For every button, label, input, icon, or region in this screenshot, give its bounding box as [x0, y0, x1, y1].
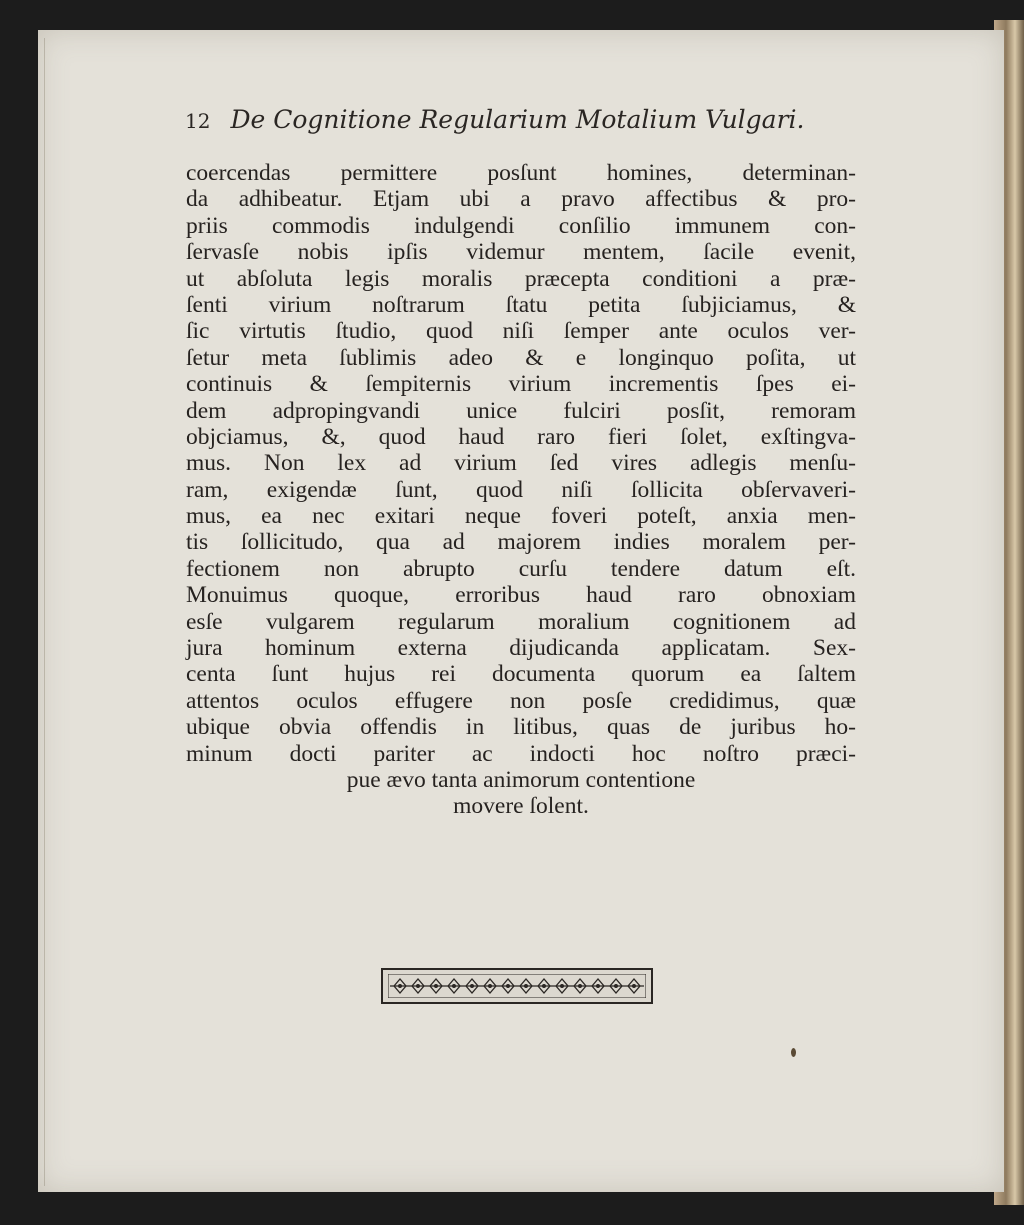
- page-number: 12: [185, 109, 211, 133]
- text-line: fectionem non abrupto curſu tendere datum eſt.: [186, 555, 856, 582]
- text-line: ubique obvia offendis in litibus, quas de juribus ho-: [186, 714, 856, 741]
- text-line: continuis & ſempiternis virium incrementis ſpes ei-: [186, 371, 856, 398]
- text-line: minum docti pariter ac indocti hoc noſtro præci-: [186, 740, 856, 767]
- ink-fleck: [791, 1048, 796, 1057]
- text-line: ſenti virium noſtrarum ſtatu petita ſubjiciamus, &: [186, 291, 856, 318]
- text-line: mus. Non lex ad virium ſed vires adlegis menſu-: [186, 450, 856, 477]
- text-line: da adhibeatur. Etjam ubi a pravo affectibus & pro-: [186, 186, 856, 213]
- text-line: attentos oculos effugere non posſe credidimus, quæ: [186, 687, 856, 714]
- running-title: De Cognitione Regularium Motalium Vulgari.: [230, 105, 805, 134]
- text-line: ſervasſe nobis ipſis videmur mentem, ſacile evenit,: [186, 239, 856, 266]
- text-line: centa ſunt hujus rei documenta quorum ea ſaltem: [186, 661, 856, 688]
- text-line: mus, ea nec exitari neque foveri poteſt, anxia men-: [186, 503, 856, 530]
- closing-line: movere ſolent.: [453, 793, 589, 820]
- text-line: ram, exigendæ ſunt, quod niſi ſollicita obſervaveri-: [186, 476, 856, 503]
- text-line: Monuimus quoque, erroribus haud raro obnoxiam: [186, 582, 856, 609]
- printers-ornament: [381, 968, 653, 1004]
- text-line: esſe vulgarem regularum moralium cognitionem ad: [186, 608, 856, 635]
- running-head: [185, 105, 845, 134]
- text-line: ſetur meta ſublimis adeo & e longinquo poſita, ut: [186, 344, 856, 371]
- text-line: ſic virtutis ſtudio, quod niſi ſemper ante oculos ver-: [186, 318, 856, 345]
- text-line: ut abſoluta legis moralis præcepta conditioni a præ-: [186, 265, 856, 292]
- main-text-block: [186, 160, 856, 820]
- text-line: priis commodis indulgendi conſilio immunem con-: [186, 212, 856, 239]
- text-line: jura hominum externa dijudicanda applicatam. Sex-: [186, 635, 856, 662]
- text-line: dem adpropingvandi unice fulciri posſit, remoram: [186, 397, 856, 424]
- text-line: tis ſollicitudo, qua ad majorem indies moralem per-: [186, 529, 856, 556]
- ornament-icon: [388, 974, 646, 998]
- closing-line: pue ævo tanta animorum contentione: [346, 766, 696, 793]
- text-line: coercendas permittere posſunt homines, determinan-: [186, 160, 856, 186]
- text-line: objciamus, &, quod haud raro fieri ſolet, exſtingva-: [186, 423, 856, 450]
